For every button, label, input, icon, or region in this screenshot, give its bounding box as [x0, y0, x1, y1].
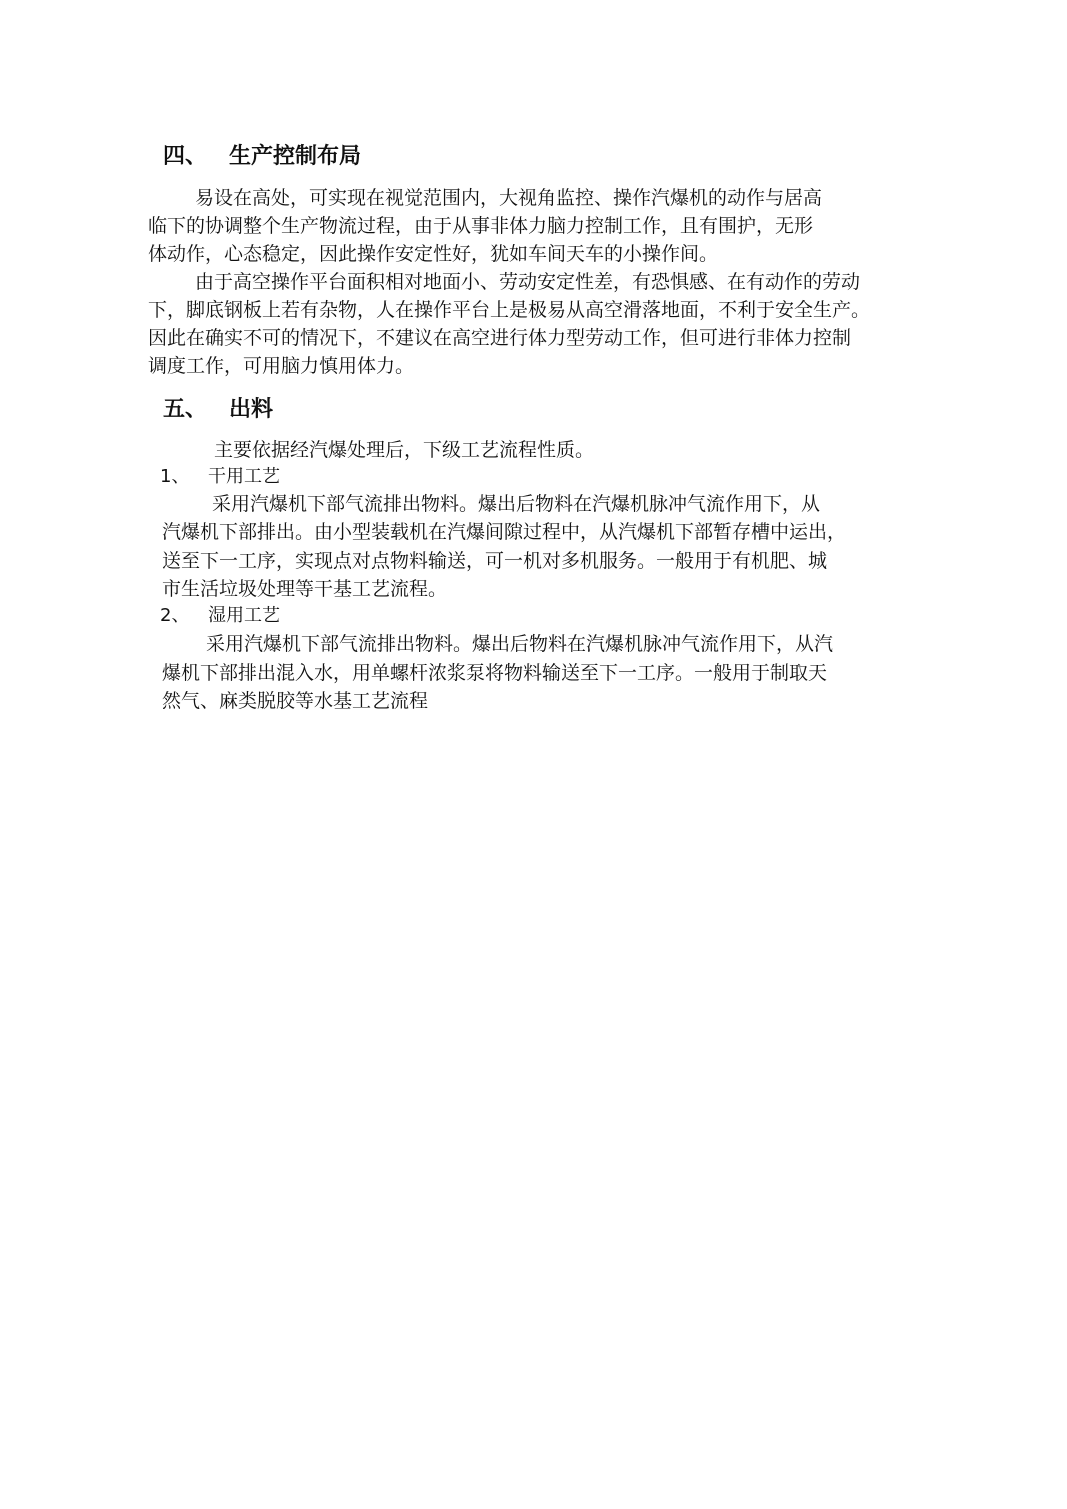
section-4-number: 四、 — [163, 144, 208, 169]
item-1-heading — [160, 465, 280, 489]
item-2-number: 2、 — [160, 605, 190, 626]
paragraph-line: 临下的协调整个生产物流过程，由于从事非体力脑力控制工作，且有围护，无形 — [148, 215, 814, 237]
paragraph-line: 易设在高处，可实现在视觉范围内，大视角监控、操作汽爆机的动作与居高 — [195, 187, 823, 209]
paragraph-line: 采用汽爆机下部气流排出物料。爆出后物料在汽爆机脉冲气流作用下，从汽 — [206, 633, 834, 655]
section-5-intro: 主要依据经汽爆处理后，下级工艺流程性质。 — [214, 439, 595, 461]
paragraph-line: 汽爆机下部排出。由小型装载机在汽爆间隙过程中，从汽爆机下部暂存槽中运出， — [162, 521, 847, 543]
paragraph-line: 调度工作，可用脑力慎用体力。 — [148, 355, 415, 377]
section-4-title: 生产控制布局 — [229, 144, 362, 169]
paragraph-line: 采用汽爆机下部气流排出物料。爆出后物料在汽爆机脉冲气流作用下，从 — [212, 493, 821, 515]
item-1-title: 干用工艺 — [208, 466, 280, 487]
section-5-heading — [163, 395, 273, 425]
paragraph-line: 爆机下部排出混入水，用单螺杆浓浆泵将物料输送至下一工序。一般用于制取天 — [162, 662, 828, 684]
section-5-title: 出料 — [229, 397, 274, 422]
paragraph-line: 然气、麻类脱胶等水基工艺流程 — [162, 690, 429, 712]
paragraph-line: 体动作，心态稳定，因此操作安定性好，犹如车间天车的小操作间。 — [148, 243, 719, 265]
item-2-heading — [160, 604, 280, 628]
paragraph-line: 市生活垃圾处理等干基工艺流程。 — [162, 578, 448, 600]
paragraph-line: 由于高空操作平台面积相对地面小、劳动安定性差，有恐惧感、在有动作的劳动 — [195, 271, 861, 293]
section-4-heading — [163, 142, 361, 172]
section-5-number: 五、 — [163, 397, 208, 422]
paragraph-line: 下，脚底钢板上若有杂物，人在操作平台上是极易从高空滑落地面，不利于安全生产。 — [148, 299, 871, 321]
paragraph-line: 送至下一工序，实现点对点物料输送，可一机对多机服务。一般用于有机肥、城 — [162, 550, 828, 572]
paragraph-line: 因此在确实不可的情况下，不建议在高空进行体力型劳动工作，但可进行非体力控制 — [148, 327, 852, 349]
item-2-title: 湿用工艺 — [208, 605, 280, 626]
item-1-number: 1、 — [160, 466, 190, 487]
